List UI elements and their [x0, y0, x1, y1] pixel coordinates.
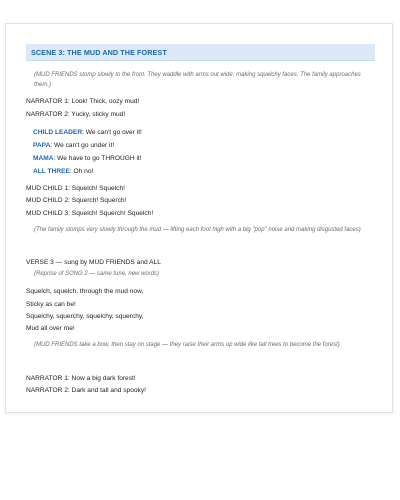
stage-direction-1: (MUD FRIENDS stomp slowly to the front. They waddle with arms out wide, making squelchy faces. The family approaches them.): [34, 72, 361, 88]
papa-line: [33, 141, 114, 150]
mud-child-2-line: MUD CHILD 2: Squerch! Squerch!: [26, 197, 127, 204]
narrator-2-line: NARRATOR 2: Dark and tall and spooky!: [26, 387, 146, 394]
stage-direction-2: (The family stomps very slowly through the mud — lifting each foot high with a big "pop" noise and making disgusted faces): [34, 227, 361, 233]
mud-child-3-line: MUD CHILD 3: Squelch! Squerch! Squelch!: [26, 210, 154, 217]
all-three-line: [33, 167, 93, 176]
role-all-three: ALL THREE: [33, 168, 70, 175]
script-page: [5, 23, 393, 413]
narrator-1-line: NARRATOR 1: Now a big dark forest!: [26, 375, 136, 382]
child-leader-text: : We can't go over it!: [82, 129, 142, 136]
mama-text: : We have to go THROUGH it!: [53, 155, 142, 162]
narrator-2-line: NARRATOR 2: Yucky, sticky mud!: [26, 111, 126, 118]
lyric-line: Squelch, squelch, through the mud now,: [26, 288, 144, 295]
verse-heading: VERSE 3 — sung by MUD FRIENDS and ALL: [26, 259, 161, 266]
scene-title: SCENE 3: THE MUD AND THE FOREST: [26, 44, 375, 61]
mud-child-1-line: MUD CHILD 1: Squelch! Squelch!: [26, 185, 125, 192]
role-papa: PAPA: [33, 142, 51, 149]
lyric-line: Squelchy, squerchy, squelchy, squerchy,: [26, 313, 144, 320]
child-leader-line: [33, 128, 142, 137]
stage-direction-3: (MUD FRIENDS take a bow, then stay on stage — they raise their arms up wide like tall trees to become the forest): [34, 342, 340, 348]
papa-text: : We can't go under it!: [50, 142, 115, 149]
lyric-line: Sticky as can be!: [26, 301, 76, 308]
lyric-line: Mud all over me!: [26, 325, 75, 332]
mama-line: [33, 154, 142, 163]
role-child-leader: CHILD LEADER: [33, 129, 83, 136]
narrator-1-line: NARRATOR 1: Look! Thick, oozy mud!: [26, 98, 140, 105]
role-mama: MAMA: [33, 155, 54, 162]
verse-note: (Reprise of SONG 2 — same tune, new words): [34, 271, 160, 277]
all-three-text: : Oh no!: [69, 168, 94, 175]
